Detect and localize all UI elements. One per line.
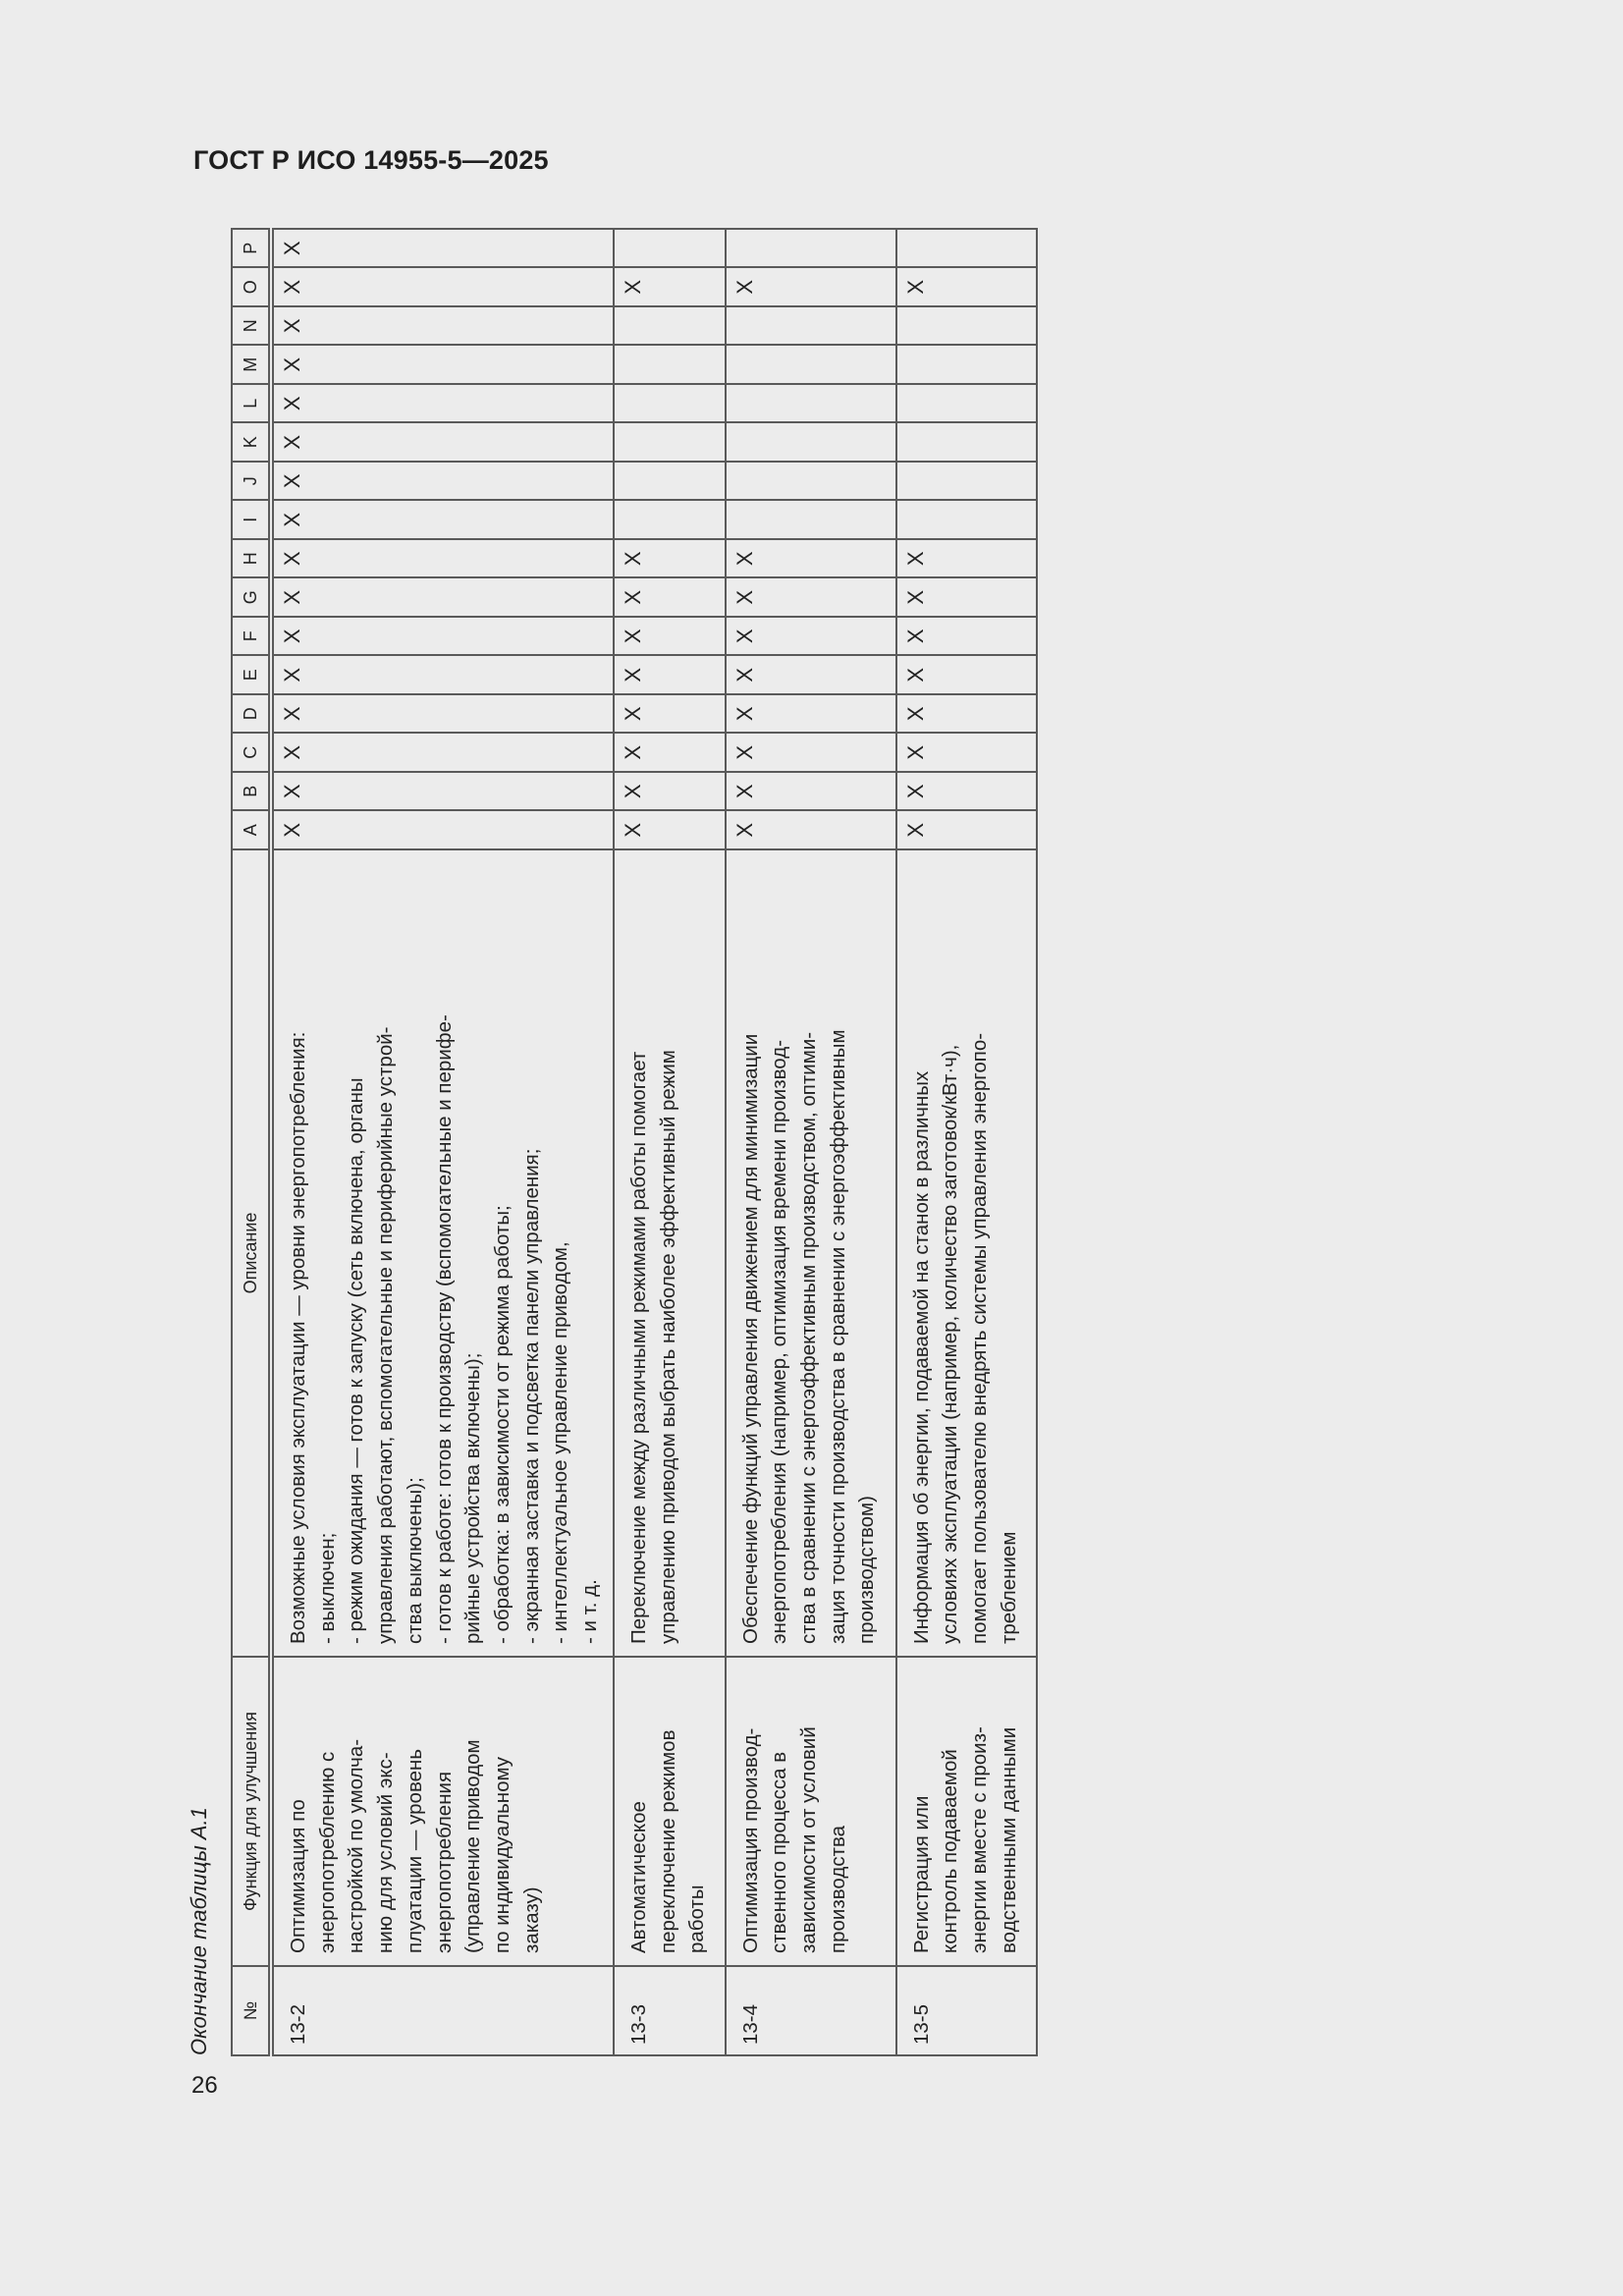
description-line: производством) [855, 1496, 879, 1644]
mark-cell-k [614, 423, 726, 463]
mark-cell-f: X [726, 617, 896, 656]
row-description [614, 849, 726, 1657]
description-line: - интеллектуальное управление приводом, [549, 1241, 572, 1644]
table-caption: Окончание таблицы А.1 [187, 1807, 211, 2055]
header-letter-p: P [232, 229, 271, 268]
table-row [896, 229, 1037, 2055]
mark-cell-a: X [271, 811, 614, 850]
function-line: нию для условий экс- [374, 1752, 398, 1953]
mark-cell-f: X [896, 617, 1037, 656]
description-line: управления работают, вспомогательные и периферийные устрой- [374, 1026, 398, 1644]
header-letter-b: B [232, 772, 271, 811]
description-line: - выключен; [315, 1532, 339, 1644]
mark-cell-d: X [271, 694, 614, 734]
row-function [726, 1657, 896, 1966]
mark-cell-a: X [614, 811, 726, 850]
mark-cell-d: X [614, 694, 726, 734]
function-line: заказу) [519, 1886, 543, 1953]
mark-cell-o: X [726, 268, 896, 307]
function-line: энергопотреблению с [315, 1751, 339, 1953]
function-line: ственного процесса в [768, 1751, 791, 1953]
mark-cell-g: X [271, 578, 614, 618]
mark-cell-l [614, 384, 726, 423]
header-letter-c: C [232, 734, 271, 773]
mark-cell-c: X [896, 734, 1037, 773]
header-letter-j: J [232, 462, 271, 501]
description-line: управлению приводом выбрать наиболее эффективный режим [656, 1050, 679, 1644]
row-number: 13-4 [726, 1966, 896, 2055]
mark-cell-j [614, 462, 726, 501]
mark-cell-a: X [896, 811, 1037, 850]
row-function [614, 1657, 726, 1966]
function-line: контроль подаваемой [939, 1749, 962, 1953]
function-line: энергопотребления [432, 1771, 456, 1953]
description-line: - обработка: в зависимости от режима работы; [490, 1205, 514, 1644]
mark-cell-p: X [271, 229, 614, 268]
row-function [271, 1657, 614, 1966]
header-letter-m: M [232, 346, 271, 385]
mark-cell-h: X [271, 539, 614, 578]
function-line: по индивидуальному [490, 1756, 514, 1953]
description-line: ства выключены); [403, 1477, 426, 1644]
mark-cell-j [726, 462, 896, 501]
mark-cell-k [726, 423, 896, 463]
functions-table [231, 228, 1038, 2056]
row-number: 13-2 [271, 1966, 614, 2055]
header-letter-f: F [232, 617, 271, 656]
function-line: производства [826, 1825, 849, 1953]
mark-cell-p [896, 229, 1037, 268]
mark-cell-i [896, 501, 1037, 540]
mark-cell-n [896, 306, 1037, 346]
mark-cell-n [726, 306, 896, 346]
mark-cell-g: X [726, 578, 896, 618]
description-line: рийные устройства включены); [461, 1352, 485, 1644]
mark-cell-b: X [614, 772, 726, 811]
header-letter-h: H [232, 539, 271, 578]
rotated-table-wrapper [231, 230, 1038, 2056]
row-description [896, 849, 1037, 1657]
function-line: водственными данными [997, 1726, 1020, 1953]
mark-cell-n [614, 306, 726, 346]
table-row [726, 229, 896, 2055]
header-letter-i: I [232, 501, 271, 540]
mark-cell-i [726, 501, 896, 540]
function-line: зависимости от условий [796, 1726, 820, 1953]
table-header-row [232, 229, 271, 2055]
mark-cell-d: X [896, 694, 1037, 734]
header-letter-o: O [232, 268, 271, 307]
mark-cell-c: X [726, 734, 896, 773]
mark-cell-h: X [726, 539, 896, 578]
mark-cell-p [726, 229, 896, 268]
description-line: - и т. д. [578, 1579, 602, 1644]
mark-cell-l [896, 384, 1037, 423]
row-number: 13-5 [896, 1966, 1037, 2055]
row-description [271, 849, 614, 1657]
mark-cell-j [896, 462, 1037, 501]
mark-cell-e: X [614, 656, 726, 695]
description-line: Возможные условия эксплуатации — уровни энергопотребления: [287, 1031, 309, 1644]
mark-cell-c: X [271, 734, 614, 773]
function-line: работы [685, 1885, 709, 1953]
mark-cell-m [726, 346, 896, 385]
function-line: Оптимизация производ- [738, 1727, 762, 1953]
description-line: - экранная заставка и подсветка панели управления; [519, 1148, 543, 1644]
mark-cell-k: X [271, 423, 614, 463]
table-row [271, 229, 614, 2055]
header-letter-l: L [232, 384, 271, 423]
header-letter-d: D [232, 694, 271, 734]
mark-cell-j: X [271, 462, 614, 501]
function-line: плуатации — уровень [403, 1748, 426, 1953]
header-function: Функция для улучшения [232, 1657, 271, 1966]
description-line: ства в сравнении с энергоэффективным производством, оптими- [796, 1031, 820, 1644]
mark-cell-m [896, 346, 1037, 385]
mark-cell-n: X [271, 306, 614, 346]
mark-cell-h: X [614, 539, 726, 578]
mark-cell-a: X [726, 811, 896, 850]
function-line: переключение режимов [656, 1729, 679, 1953]
mark-cell-m [614, 346, 726, 385]
mark-cell-i [614, 501, 726, 540]
table-row [614, 229, 726, 2055]
mark-cell-f: X [271, 617, 614, 656]
mark-cell-o: X [271, 268, 614, 307]
mark-cell-k [896, 423, 1037, 463]
mark-cell-b: X [271, 772, 614, 811]
function-line: Регистрация или [909, 1795, 933, 1953]
header-num: № [232, 1966, 271, 2055]
mark-cell-o: X [614, 268, 726, 307]
description-line: - режим ожидания — готов к запуску (сеть включена, органы [345, 1077, 368, 1644]
function-line: (управление приводом [461, 1739, 485, 1953]
mark-cell-b: X [726, 772, 896, 811]
function-line: энергии вместе с произ- [968, 1726, 992, 1953]
description-line: зация точности производства в сравнении с энергоэффективным [826, 1029, 849, 1644]
mark-cell-e: X [271, 656, 614, 695]
mark-cell-e: X [726, 656, 896, 695]
description-line: - готов к работе: готов к производству (вспомогательные и перифе- [432, 1014, 456, 1644]
mark-cell-i: X [271, 501, 614, 540]
header-letter-g: G [232, 578, 271, 618]
document-header: ГОСТ Р ИСО 14955-5—2025 [193, 145, 549, 175]
mark-cell-o: X [896, 268, 1037, 307]
mark-cell-g: X [614, 578, 726, 618]
mark-cell-m: X [271, 346, 614, 385]
header-letter-k: K [232, 423, 271, 463]
mark-cell-e: X [896, 656, 1037, 695]
description-line: треблением [997, 1531, 1020, 1644]
mark-cell-c: X [614, 734, 726, 773]
mark-cell-l [726, 384, 896, 423]
function-line: Оптимизация по [287, 1799, 309, 1953]
description-line: помогает пользователю внедрять системы управления энергопо- [968, 1032, 992, 1644]
mark-cell-b: X [896, 772, 1037, 811]
row-function [896, 1657, 1037, 1966]
mark-cell-d: X [726, 694, 896, 734]
description-line: Переключение между различными режимами работы помогает [626, 1051, 650, 1644]
mark-cell-h: X [896, 539, 1037, 578]
function-line: настройкой по умолча- [345, 1738, 368, 1953]
description-line: условиях эксплуатации (например, количество заготовок/кВт·ч), [939, 1044, 962, 1644]
description-line: Информация об энергии, подаваемой на станок в различных [909, 1070, 933, 1644]
header-letter-a: A [232, 811, 271, 850]
header-letter-e: E [232, 656, 271, 695]
mark-cell-f: X [614, 617, 726, 656]
header-description: Описание [232, 849, 271, 1657]
description-line: энергопотребления (например, оптимизация времени производ- [768, 1039, 791, 1644]
header-letter-n: N [232, 306, 271, 346]
description-line: Обеспечение функций управления движением для минимизации [738, 1033, 762, 1644]
mark-cell-l: X [271, 384, 614, 423]
page-number: 26 [191, 2072, 218, 2099]
mark-cell-p [614, 229, 726, 268]
row-number: 13-3 [614, 1966, 726, 2055]
function-line: Автоматическое [626, 1801, 650, 1953]
mark-cell-g: X [896, 578, 1037, 618]
row-description [726, 849, 896, 1657]
